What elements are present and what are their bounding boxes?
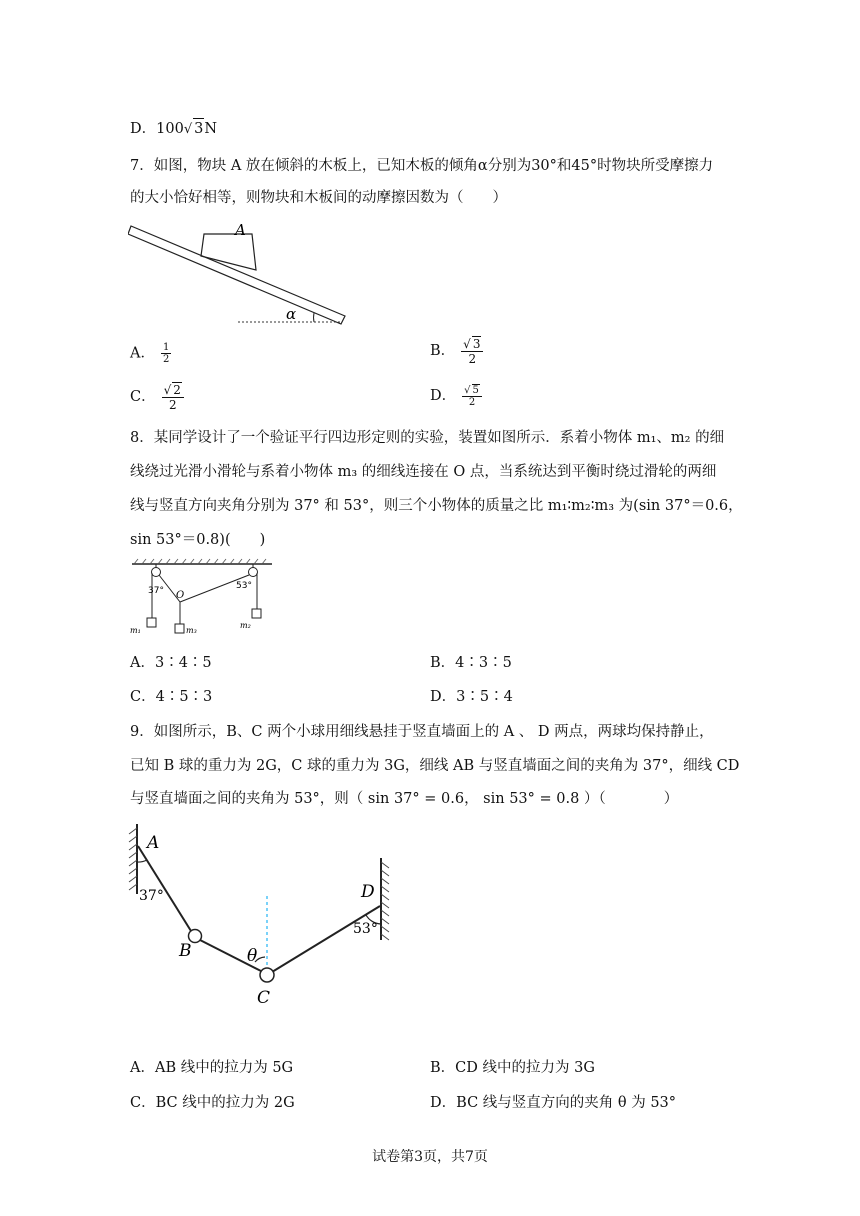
- option-text: CD 线中的拉力为 3G: [455, 1060, 595, 1076]
- m3-label: m₃: [186, 626, 197, 635]
- block-label: A: [235, 222, 246, 239]
- option-label: D．: [430, 689, 457, 705]
- option-radicand: 2: [173, 383, 181, 397]
- left-wall-hatch: [129, 828, 137, 890]
- q9-option-d: [430, 1093, 676, 1113]
- right-pulley: [249, 568, 258, 577]
- angle-left-label: 37°: [139, 888, 164, 904]
- q9-option-a: [130, 1058, 293, 1078]
- right-wall-hatch: [381, 862, 389, 940]
- q8-stem-line4: sin 53°＝0.8)( ): [130, 532, 266, 548]
- option-label: D．: [130, 121, 157, 137]
- option-unit: N: [204, 121, 218, 137]
- option-text: 4∶3∶5: [455, 655, 512, 671]
- m2-label: m₂: [240, 621, 251, 630]
- page-footer: 试卷第3页，共7页: [372, 1149, 488, 1165]
- q8-figure-pulleys: [128, 558, 274, 638]
- angle-left-label: 37°: [148, 586, 164, 596]
- option-radicand: 3: [472, 337, 481, 351]
- q7-option-c: C． $\frac{√ 2}{2}$: [130, 382, 184, 412]
- q9-figure-hanging-balls: [125, 822, 395, 1012]
- option-text: 3∶4∶5: [154, 655, 212, 671]
- point-o-label: O: [176, 590, 185, 601]
- angle-right-label: 53°: [236, 581, 252, 591]
- point-c-label: C: [257, 988, 271, 1008]
- option-text: 3∶5∶4: [456, 689, 513, 705]
- angle-label: α: [286, 305, 297, 323]
- q8-stem-line3: 线与竖直方向夹角分别为 37° 和 53°，则三个小物体的质量之比 m₁∶m₂∶m₃ 为(sin 37°＝0.6，: [130, 498, 743, 514]
- option-label: D．: [430, 388, 457, 404]
- point-d-label: D: [361, 882, 375, 902]
- point-a-label: A: [147, 833, 160, 853]
- q7-option-d: D． $\frac{√ 5}{2}$: [430, 384, 482, 408]
- option-text: 4∶5∶3: [155, 689, 213, 705]
- q9-stem-line1: 9．如图所示，B、C 两个小球用细线悬挂于竖直墙面上的 A 、 D 两点，两球均保持静止，: [130, 724, 714, 740]
- q9-stem-line2: 已知 B 球的重力为 2G，C 球的重力为 3G，细线 AB 与竖直墙面之间的夹角为 37°，细线 CD: [130, 758, 740, 774]
- option-label: C．: [130, 689, 156, 705]
- block-a: [201, 234, 256, 270]
- m1-block: [147, 618, 156, 627]
- option-den: 2: [162, 354, 170, 365]
- option-text: BC 线中的拉力为 2G: [155, 1095, 295, 1111]
- q9-option-c: [130, 1093, 295, 1113]
- option-coef: 100: [156, 121, 184, 137]
- q7-stem-line2: 的大小恰好相等，则物块和木板间的动摩擦因数为（ ）: [130, 190, 507, 206]
- q8-option-c: [130, 687, 212, 707]
- theta-label: θ: [247, 946, 258, 966]
- option-text: AB 线中的拉力为 5G: [154, 1060, 294, 1076]
- option-den: 2: [468, 397, 476, 408]
- q9-option-b: [430, 1058, 595, 1078]
- q8-option-a: [130, 653, 212, 673]
- option-label: B．: [430, 343, 456, 359]
- angle-right-label: 53°: [353, 921, 378, 937]
- string-cd: [272, 906, 380, 972]
- option-den: 2: [168, 398, 177, 412]
- q8-stem-line2: 线绕过光滑小滑轮与系着小物体 m₃ 的细线连接在 O 点，当系统达到平衡时绕过滑轮的两细: [130, 464, 717, 480]
- q7-stem-line1: 7．如图，物块 A 放在倾斜的木板上，已知木板的倾角α分别为30°和45°时物块所受摩擦力: [130, 158, 714, 174]
- option-label: C．: [130, 389, 156, 405]
- q6-option-d: D．100√ 3N: [130, 118, 217, 140]
- m3-block: [175, 624, 184, 633]
- angle-arc-left: [137, 860, 147, 862]
- option-label: A．: [130, 345, 155, 362]
- option-text: BC 线与竖直方向的夹角 θ 为 53°: [456, 1095, 677, 1111]
- q8-option-b: [430, 653, 512, 673]
- m2-block: [252, 609, 261, 618]
- incline-board: [128, 226, 345, 324]
- q8-stem-line1: 8．某同学设计了一个验证平行四边形定则的实验，装置如图所示．系着小物体 m₁、m₂ 的细: [130, 430, 725, 446]
- option-label: A．: [130, 655, 155, 671]
- option-label: A．: [130, 1060, 155, 1076]
- option-label: B．: [430, 1060, 456, 1076]
- option-den: 2: [468, 352, 477, 366]
- option-num: 1: [162, 342, 170, 353]
- option-radicand: 5: [472, 385, 479, 396]
- m1-label: m₁: [130, 626, 141, 635]
- q9-stem-line3: 与竖直墙面之间的夹角为 53°，则（ sin 37° = 0.6， sin 53° = 0.8 ）（ ）: [130, 791, 679, 807]
- option-label: B．: [430, 655, 456, 671]
- point-b-label: B: [179, 941, 192, 961]
- option-label: D．: [430, 1095, 457, 1111]
- q8-option-d: [430, 687, 513, 707]
- option-label: C．: [130, 1095, 156, 1111]
- q7-figure-incline: [128, 222, 350, 328]
- q7-option-a: [130, 342, 171, 365]
- option-radicand: 3: [193, 118, 204, 139]
- ball-c: [260, 968, 274, 982]
- q7-option-b: B． $\frac{√ 3}{2}$: [430, 336, 483, 366]
